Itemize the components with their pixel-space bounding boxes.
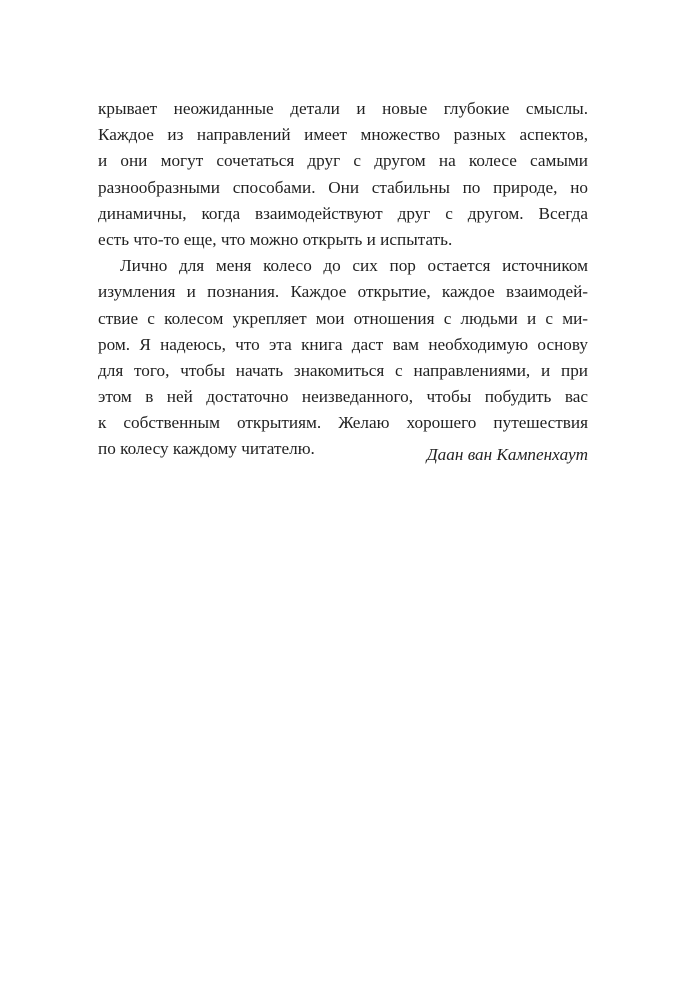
- text-line: Лично для меня колесо до сих пор остается источником: [120, 256, 588, 276]
- text-line: к собственным открытиям. Желаю хорошего путешествия: [98, 413, 588, 433]
- text-line: Каждое из направлений имеет множество разных аспектов,: [98, 125, 588, 145]
- text-line: крывает неожиданные детали и новые глубокие смыслы.: [98, 99, 588, 118]
- text-line: изумления и познания. Каждое открытие, каждое взаимодей-: [98, 282, 588, 302]
- text-line: этом в ней достаточно неизведанного, чтобы побудить вас: [98, 387, 588, 407]
- text-line: есть что-то еще, что можно открыть и испытать.: [98, 229, 453, 249]
- text-line: ром. Я надеюсь, что эта книга даст вам необходимую основу: [98, 334, 588, 354]
- text-line: динамичны, когда взаимодействуют друг с другом. Всегда: [98, 203, 588, 223]
- text-line: разнообразными способами. Они стабильны по природе, но: [98, 177, 588, 197]
- text-line: для того, чтобы начать знакомиться с направлениями, и при: [98, 360, 588, 380]
- text-line: и они могут сочетаться друг с другом на колесе самыми: [98, 151, 588, 171]
- text-line: по колесу каждому читателю.: [98, 439, 315, 459]
- paragraph-1: [98, 96, 588, 253]
- body-text: [98, 96, 588, 463]
- author-signature: Даан ван Кампенхаут: [426, 445, 588, 464]
- text-line: ствие с колесом укрепляет мои отношения с людьми и с ми-: [98, 308, 588, 328]
- paragraph-2: [98, 253, 588, 463]
